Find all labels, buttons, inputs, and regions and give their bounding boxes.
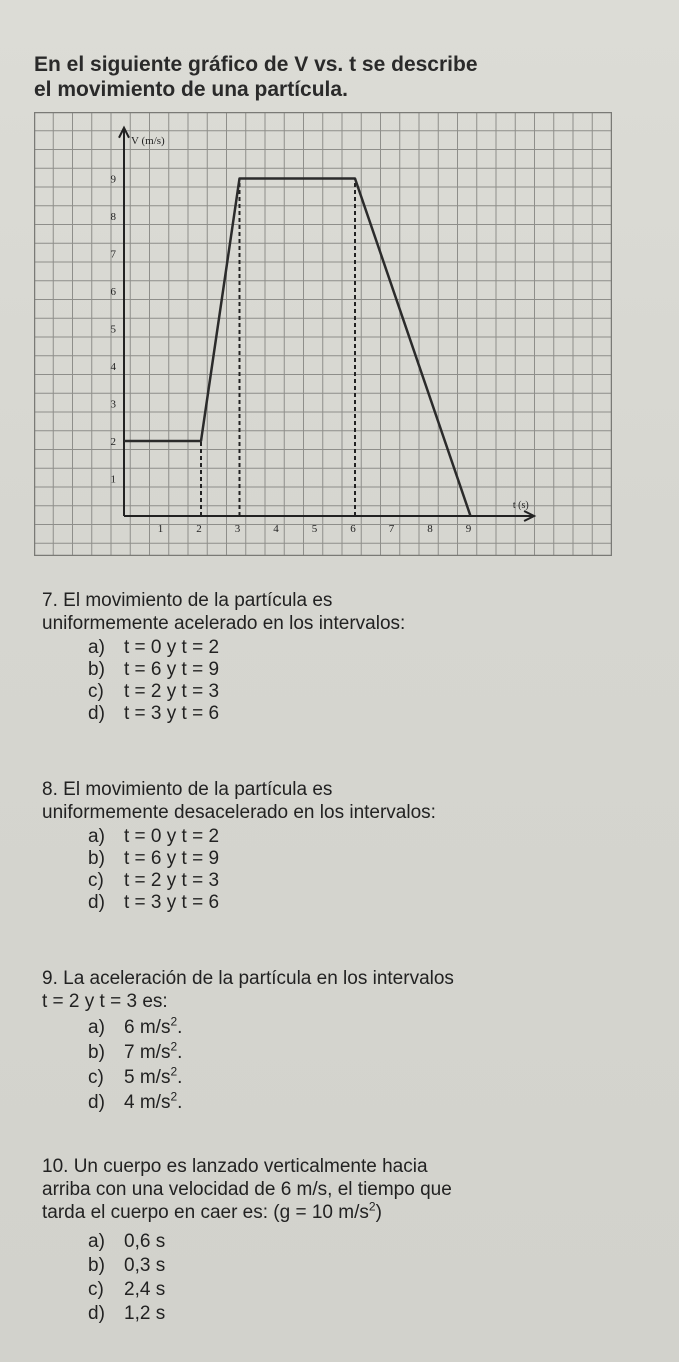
velocity-time-graph [34,112,612,556]
y-tick-label: 1 [110,473,116,486]
option-text: t = 6 y t = 9 [124,848,220,869]
option-letter: c) [88,870,104,891]
intro-line-1: En el siguiente gráfico de V vs. t se describe [34,53,478,76]
question-8-option-d[interactable] [88,892,562,914]
option-unit-exponent: 2 [170,1039,178,1054]
option-letter: d) [88,892,105,913]
option-letter: a) [88,1017,105,1038]
question-8-stem-line-2: uniformemente desacelerado en los intervalos: [42,802,436,823]
intro-line-2: el movimiento de una partícula. [34,78,348,101]
question-9-stem-line-2: t = 2 y t = 3 es: [42,991,168,1012]
question-10-stem-exponent: 2 [368,1199,376,1214]
question-9-options [42,1015,562,1115]
y-tick-label: 7 [110,248,116,261]
question-10 [42,1155,572,1326]
option-text: t = 6 y t = 9 [124,659,220,680]
x-tick-label: 1 [157,523,164,535]
option-text: 1,2 s [124,1303,166,1324]
option-text: t = 3 y t = 6 [124,703,220,724]
question-7-option-c[interactable] [88,681,562,703]
option-letter: d) [88,1303,105,1324]
x-tick-label: 3 [234,523,241,535]
option-unit-exponent: 2 [170,1064,178,1079]
x-tick-label: 8 [427,523,433,535]
option-text: 0,3 s [124,1255,166,1276]
question-8-number: 8. [42,779,58,800]
x-tick-label: 7 [388,523,395,535]
x-tick-label: 2 [196,523,202,535]
question-9-option-a[interactable] [88,1015,562,1040]
y-tick-label: 4 [110,361,116,373]
question-8-stem [42,778,562,801]
question-7-stem [42,589,562,612]
question-9-option-b[interactable] [88,1040,562,1065]
question-7-option-a[interactable] [88,637,562,659]
option-unit: m/s [139,1042,171,1063]
option-letter: a) [88,1231,105,1252]
option-unit-end: . [177,1042,183,1063]
option-letter: b) [88,659,105,680]
option-letter: d) [88,1092,105,1113]
graph-dashed-guides [201,179,355,517]
question-9-option-c[interactable] [88,1065,562,1090]
y-tick-label: 2 [110,436,116,448]
question-10-number: 10. [42,1156,69,1177]
question-10-option-b[interactable] [88,1254,572,1278]
question-10-option-a[interactable] [88,1230,572,1254]
option-unit-exponent: 2 [170,1089,178,1104]
option-text: t = 0 y t = 2 [124,637,220,658]
option-value: 7 [124,1042,135,1063]
question-7-number: 7. [42,590,58,611]
option-letter: c) [88,681,104,702]
y-tick-label: 8 [110,211,116,223]
option-unit: m/s [139,1017,171,1038]
option-letter: a) [88,826,105,847]
option-letter: d) [88,703,105,724]
y-tick-label: 5 [110,323,116,336]
question-10-stem-line-3-text: tarda el cuerpo en caer es: (g = 10 m/s [42,1202,369,1223]
option-value: 4 [124,1092,135,1113]
y-tick-label: 6 [110,286,116,298]
option-unit-end: . [177,1092,183,1113]
question-10-stem-end: ) [375,1202,382,1223]
question-8-options [42,826,562,914]
option-text: t = 2 y t = 3 [124,681,220,702]
option-text: t = 2 y t = 3 [124,870,220,891]
question-10-stem-line-1: Un cuerpo es lanzado verticalmente hacia [73,1156,428,1177]
option-letter: a) [88,637,105,658]
question-7-stem-line-1: El movimiento de la partícula es [63,590,333,611]
option-value: 6 [124,1017,135,1038]
option-letter: b) [88,848,105,869]
option-letter: c) [88,1279,104,1300]
x-tick-label: 5 [311,523,318,535]
graph-labels [111,135,529,535]
question-7-options [42,637,562,725]
question-9-stem-line-1: La aceleración de la partícula en los intervalos [63,968,454,989]
question-7-option-d[interactable] [88,703,562,725]
option-unit: m/s [139,1092,171,1113]
option-text: t = 0 y t = 2 [124,826,220,847]
option-letter: b) [88,1255,105,1276]
question-7-stem-line-2: uniformemente acelerado en los intervalos: [42,613,406,634]
option-letter: b) [88,1042,105,1063]
question-8-option-a[interactable] [88,826,562,848]
option-unit-end: . [177,1067,183,1088]
question-10-options [42,1230,572,1326]
x-tick-label: 6 [350,523,356,535]
x-axis-label: t (s) [512,500,529,511]
question-10-stem-line-2: arriba con una velocidad de 6 m/s, el tiempo que [42,1179,452,1200]
y-tick-label: 3 [110,398,116,411]
question-10-option-d[interactable] [88,1302,572,1326]
question-9-number: 9. [42,968,58,989]
question-8-option-b[interactable] [88,848,562,870]
x-tick-label: 9 [465,523,472,535]
option-unit-exponent: 2 [170,1014,178,1029]
question-10-stem-line-3 [42,1201,572,1224]
option-unit-end: . [177,1017,183,1038]
question-8-option-c[interactable] [88,870,562,892]
x-tick-label: 4 [273,523,279,535]
y-tick-label: 9 [110,173,116,186]
option-value: 5 [124,1067,135,1088]
question-8 [42,778,562,914]
question-7-option-b[interactable] [88,659,562,681]
option-unit: m/s [139,1067,171,1088]
question-10-option-c[interactable] [88,1278,572,1302]
y-axis-label: V (m/s) [131,134,165,147]
question-9-stem [42,967,562,990]
option-text: 0,6 s [124,1231,166,1252]
option-text: t = 3 y t = 6 [124,892,220,913]
option-letter: c) [88,1067,104,1088]
question-10-stem [42,1155,572,1178]
question-9 [42,967,562,1115]
intro-text [34,52,634,102]
question-7 [42,589,562,725]
question-9-option-d[interactable] [88,1090,562,1115]
option-text: 2,4 s [124,1279,166,1300]
question-8-stem-line-1: El movimiento de la partícula es [63,779,333,800]
